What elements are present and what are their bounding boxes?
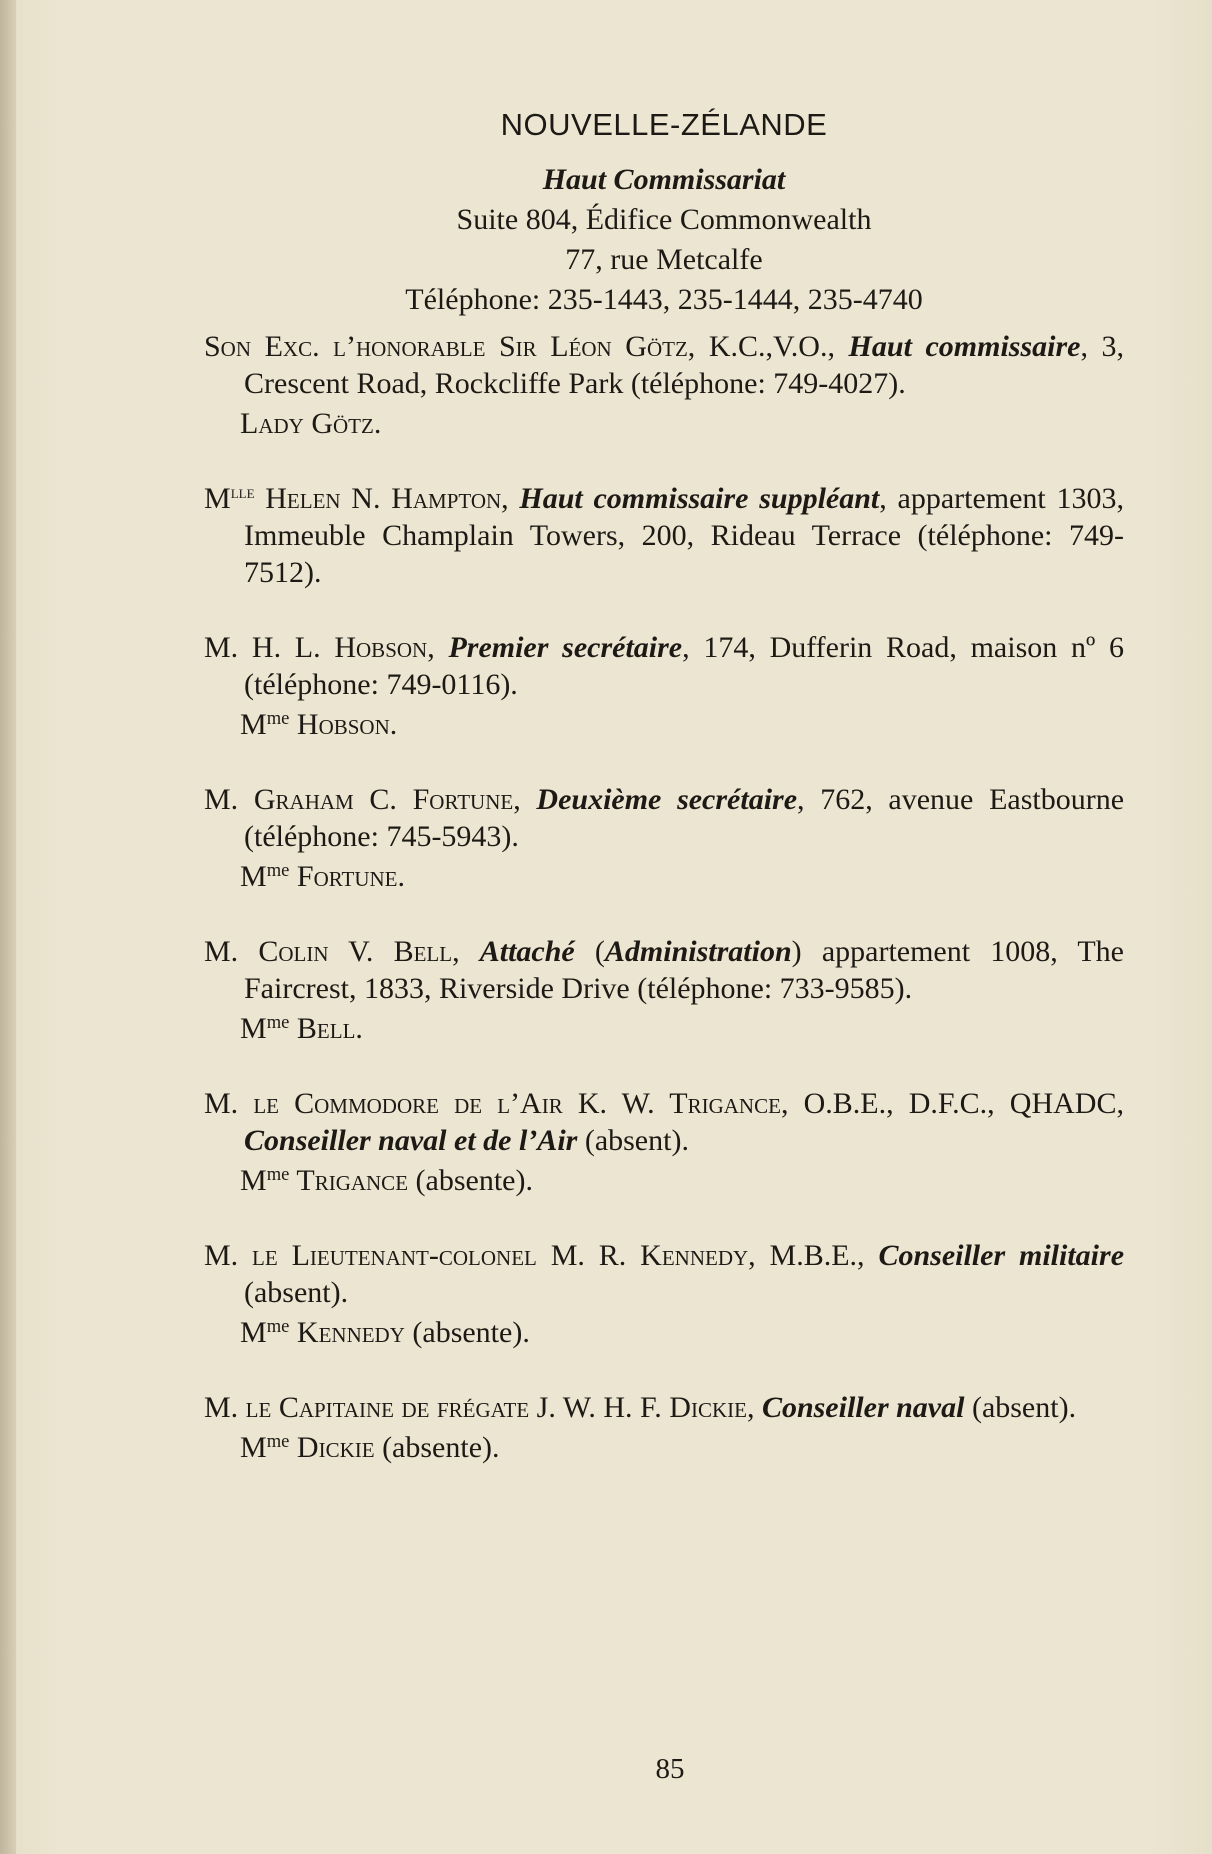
job-title: Haut commissaire suppléant <box>519 482 880 515</box>
spouse-suffix: . <box>373 407 382 440</box>
person-name: M. le Commodore de l’Air K. W. Trigance <box>204 1087 781 1120</box>
job-title-secondary: Administration <box>604 935 792 968</box>
person-name: M. H. L. Hobson <box>204 631 428 664</box>
spouse-m: M <box>240 860 267 893</box>
spouse-line <box>204 405 1124 442</box>
spouse-sup: me <box>266 1163 290 1185</box>
spouse-m: M <box>240 1316 267 1349</box>
page-gutter <box>0 0 16 1854</box>
prefix-m: M <box>204 482 231 515</box>
spouse-name: Kennedy <box>289 1316 405 1349</box>
person-name: M. le Lieutenant-colonel M. R. Kennedy <box>204 1239 749 1272</box>
person-name: M. Colin V. Bell <box>204 935 453 968</box>
spouse-name: Fortune <box>289 860 398 893</box>
page-number: 85 <box>655 1753 685 1785</box>
spouse-sup: me <box>266 1011 290 1033</box>
staff-entry <box>204 629 1124 743</box>
job-title: Premier secrétaire <box>448 631 683 664</box>
spouse-sup: me <box>266 707 290 729</box>
country-heading: NOUVELLE-ZÉLANDE <box>500 107 828 142</box>
person-title-prefix <box>204 482 255 515</box>
address-line-2: 77, rue Metcalfe <box>565 243 763 276</box>
entry-main <box>204 781 1124 855</box>
spouse-suffix: . <box>389 708 398 741</box>
entry-details: (absent). <box>964 1391 1077 1424</box>
entry-main <box>204 328 1124 402</box>
entry-details: appartement 1008, The Faircrest, 1833, Riverside Drive (téléphone: 733-9585). <box>244 935 1124 1005</box>
honours: , O.B.E., D.F.C., QHADC, <box>780 1087 1124 1120</box>
staff-entry <box>204 1389 1124 1466</box>
spouse-suffix: . <box>397 860 405 893</box>
staff-entry <box>204 480 1124 591</box>
staff-entry <box>204 781 1124 895</box>
job-title: Conseiller naval et de l’Air <box>244 1124 578 1157</box>
spouse-line <box>204 1429 1124 1466</box>
title-separator: , <box>427 631 449 664</box>
spouse-name: Trigance <box>289 1164 409 1197</box>
spouse-line <box>204 858 1124 895</box>
spouse-line <box>204 706 1124 743</box>
spouse-suffix: (absente). <box>404 1316 530 1349</box>
entry-main <box>204 1389 1124 1426</box>
entry-main <box>204 933 1124 1007</box>
spouse-sup: me <box>266 1430 290 1452</box>
person-name: Helen N. Hampton <box>254 482 502 515</box>
entry-details: (absent). <box>244 1276 349 1309</box>
spouse-line <box>204 1010 1124 1047</box>
honours: , K.C.,V.O., <box>687 330 849 363</box>
title-paren-open: ( <box>574 935 605 968</box>
title-separator: , <box>452 935 480 968</box>
staff-entry <box>204 1085 1124 1199</box>
entry-main <box>204 1085 1124 1159</box>
spouse-name: Bell <box>289 1012 356 1045</box>
job-title: Haut commissaire <box>848 330 1081 363</box>
honours: , <box>746 1391 762 1424</box>
job-title: Conseiller naval <box>761 1391 965 1424</box>
entry-details: , 762, avenue Eastbourne (téléphone: 745-5943). <box>244 783 1125 853</box>
title-separator: , <box>501 482 520 515</box>
staff-entry <box>204 1237 1124 1351</box>
spouse-suffix: (absente). <box>408 1164 533 1197</box>
spouse-sup: me <box>266 1315 290 1337</box>
entry-details: , 174, Dufferin Road, maison nº 6 (téléphone: 749-0116). <box>244 631 1125 701</box>
job-title: Attaché <box>479 935 575 968</box>
spouse-suffix: (absente). <box>374 1431 500 1464</box>
honours: , M.B.E., <box>748 1239 879 1272</box>
person-name: M. le Capitaine de frégate J. W. H. F. Dickie <box>204 1391 747 1424</box>
spouse-sup: me <box>266 859 290 881</box>
page-content <box>204 106 1124 1466</box>
office-title: Haut Commissariat <box>542 163 786 196</box>
staff-entry <box>204 328 1124 442</box>
phone-line: Téléphone: 235-1443, 235-1444, 235-4740 <box>405 283 923 316</box>
job-title: Conseiller militaire <box>878 1239 1125 1272</box>
spouse-suffix: . <box>355 1012 363 1045</box>
spouse-line <box>204 1314 1124 1351</box>
title-separator: , <box>513 783 537 816</box>
spouse-m: M <box>240 708 267 741</box>
title-paren-close: ) <box>791 935 802 968</box>
entry-details: , 3, Crescent Road, Rockcliffe Park (téléphone: 749-4027). <box>244 330 1125 400</box>
spouse-name: Dickie <box>289 1431 375 1464</box>
person-name: Son Exc. l’honorable Sir Léon Götz <box>204 330 688 363</box>
spouse-m: M <box>240 1012 267 1045</box>
person-name: M. Graham C. Fortune <box>204 783 514 816</box>
entry-main <box>204 1237 1124 1311</box>
spouse-m: M <box>240 1431 267 1464</box>
address-line-1: Suite 804, Édifice Commonwealth <box>456 203 872 236</box>
prefix-sup: lle <box>230 481 255 503</box>
spouse-name: Hobson <box>289 708 390 741</box>
entry-details: (absent). <box>577 1124 689 1157</box>
office-block <box>204 160 1124 320</box>
staff-entry <box>204 933 1124 1047</box>
spouse-m: M <box>240 1164 267 1197</box>
spouse-line <box>204 1162 1124 1199</box>
entry-main <box>204 629 1124 703</box>
job-title: Deuxième secrétaire <box>536 783 798 816</box>
spouse-name: Lady Götz <box>240 407 374 440</box>
entry-main <box>204 480 1124 591</box>
entry-details: , appartement 1303, Immeuble Champlain Towers, 200, Rideau Terrace (téléphone: 749-7512). <box>244 482 1124 589</box>
